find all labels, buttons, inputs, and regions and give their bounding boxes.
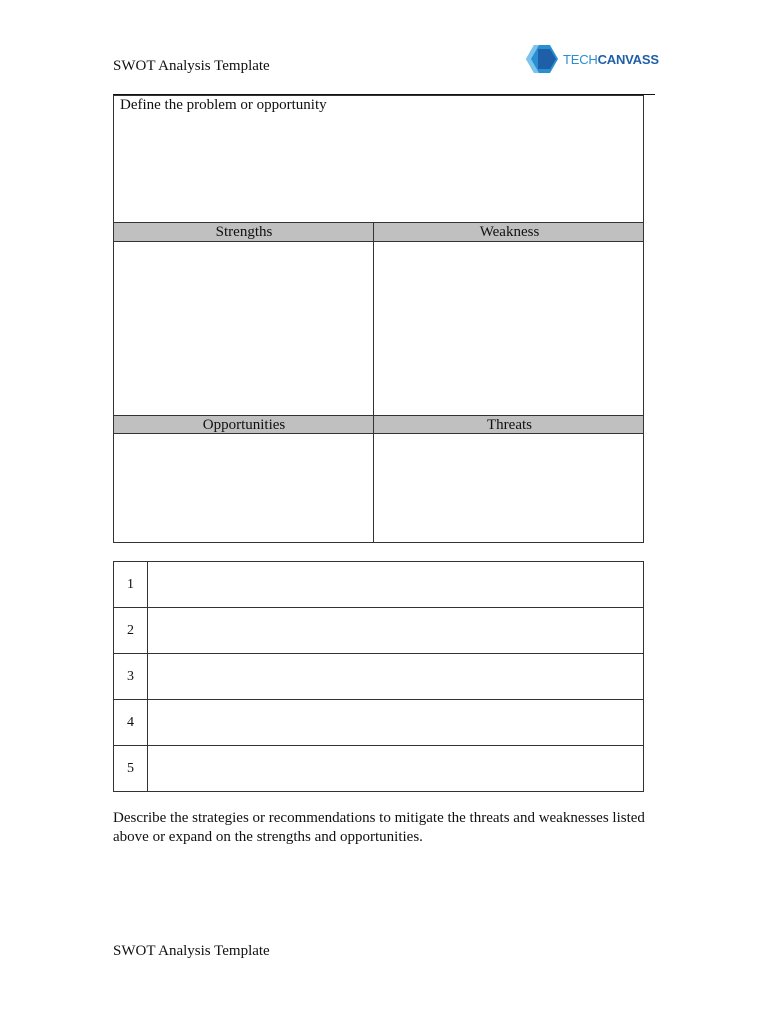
- row-entry-cell[interactable]: [148, 562, 643, 607]
- opportunities-label: Opportunities: [202, 417, 286, 433]
- row-entry-cell[interactable]: [148, 746, 643, 791]
- problem-label: Define the problem or opportunity: [120, 97, 327, 113]
- logo-word-canvass: CANVASS: [597, 51, 659, 67]
- description-text: Describe the strategies or recommendations to mitigate the threats and weaknesses listed above or expand on the strengths and opportunities.: [113, 810, 645, 845]
- table-row: [114, 608, 643, 654]
- row-entry-cell[interactable]: [148, 700, 643, 745]
- threats-cell[interactable]: [374, 434, 645, 543]
- row-entry-cell[interactable]: [148, 654, 643, 699]
- swot-table: [113, 95, 644, 543]
- logo-word-tech: TECH: [563, 51, 598, 67]
- strengths-weakness-header: [114, 223, 643, 242]
- weakness-cell[interactable]: [374, 242, 645, 415]
- opportunities-threats-header: [114, 415, 643, 434]
- table-row: [114, 654, 643, 700]
- row-number: 5: [114, 746, 148, 791]
- weakness-label: Weakness: [479, 224, 540, 240]
- table-row: [114, 746, 643, 791]
- table-row: [114, 700, 643, 746]
- strengths-cell[interactable]: [114, 242, 374, 415]
- row-entry-cell[interactable]: [148, 608, 643, 653]
- row-number: 1: [114, 562, 148, 607]
- header-title: SWOT Analysis Template: [113, 58, 270, 74]
- opportunities-cell[interactable]: [114, 434, 374, 543]
- logo-wordmark: [563, 52, 659, 67]
- problem-cell[interactable]: [114, 96, 643, 223]
- threats-label: Threats: [487, 417, 532, 433]
- row-number: 2: [114, 608, 148, 653]
- hexagon-logo-icon: [525, 44, 559, 74]
- row-number: 3: [114, 654, 148, 699]
- strengths-label: Strengths: [215, 224, 273, 240]
- row-number: 4: [114, 700, 148, 745]
- techcanvass-logo: [525, 44, 659, 74]
- numbered-table: [113, 561, 644, 792]
- table-row: [114, 562, 643, 608]
- footer-title: SWOT Analysis Template: [113, 943, 270, 959]
- column-divider: [373, 223, 374, 543]
